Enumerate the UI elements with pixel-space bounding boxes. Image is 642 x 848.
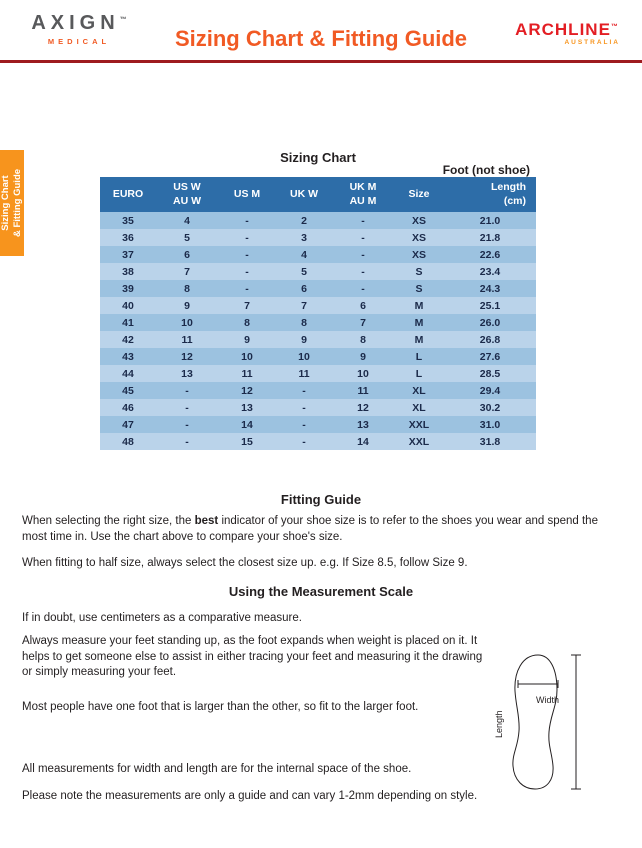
sizing-chart-title: Sizing Chart	[280, 150, 356, 165]
table-cell: -	[361, 231, 365, 244]
table-cell: 6	[184, 248, 190, 261]
sizing-chart-body	[100, 212, 536, 450]
table-cell: 8	[360, 333, 366, 346]
table-cell: 7	[244, 299, 250, 312]
table-cell: 12	[181, 350, 193, 363]
table-cell: 40	[122, 299, 134, 312]
table-cell: -	[302, 384, 306, 397]
archline-logo-name: ARCHLINE™	[515, 20, 619, 39]
table-cell: L	[415, 350, 423, 363]
table-cell: 8	[184, 282, 190, 295]
table-cell: 14	[357, 435, 369, 448]
table-cell: 44	[122, 367, 134, 380]
table-cell: 4	[184, 214, 190, 227]
table-cell: -	[245, 248, 249, 261]
table-cell: XS	[411, 248, 426, 261]
sizing-chart-head-row	[100, 177, 536, 212]
table-row	[100, 416, 536, 433]
table-row	[100, 433, 536, 450]
table-row	[100, 331, 536, 348]
table-cell: 31.8	[479, 435, 501, 448]
table-cell: 26.0	[479, 316, 501, 329]
table-row	[100, 297, 536, 314]
table-cell: 9	[184, 299, 190, 312]
table-cell: 9	[244, 333, 250, 346]
table-cell: 30.2	[479, 401, 501, 414]
table-cell: 14	[241, 418, 253, 431]
sizing-chart-section	[100, 150, 536, 450]
side-tab	[0, 150, 24, 256]
table-cell: XL	[412, 384, 426, 397]
side-tab-label	[0, 169, 24, 237]
table-cell: 13	[241, 401, 253, 414]
table-cell: 10	[241, 350, 253, 363]
table-cell: 39	[122, 282, 134, 295]
table-cell: XS	[411, 214, 426, 227]
axign-logo-name: AXIGN™	[31, 12, 127, 34]
table-cell: 7	[301, 299, 307, 312]
column-header: US W AU W	[156, 177, 218, 212]
table-cell: 2	[301, 214, 307, 227]
side-tab-line1: Sizing Chart	[0, 175, 12, 231]
table-cell: -	[245, 282, 249, 295]
table-cell: 25.1	[479, 299, 501, 312]
table-cell: 43	[122, 350, 134, 363]
foot-measurement-diagram	[492, 648, 596, 796]
table-cell: 4	[301, 248, 307, 261]
table-row	[100, 212, 536, 229]
table-cell: 36	[122, 231, 134, 244]
table-row	[100, 348, 536, 365]
table-cell: 31.0	[479, 418, 501, 431]
table-cell: -	[302, 401, 306, 414]
paragraph-bold-text: best	[194, 515, 219, 527]
table-cell: 11	[181, 333, 193, 346]
table-cell: 21.0	[479, 214, 501, 227]
table-cell: XXL	[408, 435, 430, 448]
fitting-guide-title: Fitting Guide	[280, 492, 362, 507]
header-divider	[0, 60, 642, 63]
table-cell: 27.6	[479, 350, 501, 363]
measurement-paragraph-2: Always measure your feet standing up, as the foot expands when weight is placed on it. It helps to get someone else to assist in either tracing your feet and measuring it the drawing or simply measuring your feet.	[22, 635, 483, 679]
table-cell: 26.8	[479, 333, 501, 346]
foot-not-shoe-label: Foot (not shoe)	[442, 163, 530, 177]
table-cell: 23.4	[479, 265, 501, 278]
table-cell: -	[185, 384, 189, 397]
table-cell: XS	[411, 231, 426, 244]
table-cell: -	[245, 265, 249, 278]
table-cell: 10	[181, 316, 193, 329]
column-header: UK M AU M	[332, 177, 394, 212]
table-cell: 46	[122, 401, 134, 414]
axign-logo-subtitle: MEDICAL	[47, 37, 111, 46]
column-header: EURO	[100, 177, 156, 212]
paragraph-text: When selecting the right size, the	[22, 515, 195, 527]
table-cell: 10	[298, 350, 310, 363]
table-cell: 12	[357, 401, 369, 414]
table-cell: 41	[122, 316, 134, 329]
table-row	[100, 263, 536, 280]
table-cell: M	[414, 316, 424, 329]
trademark-symbol: ™	[610, 23, 619, 31]
table-row	[100, 280, 536, 297]
paragraph-text: indicator of your shoe size is to refer to the shoes you wear and spend the most time in. Use the chart above to compare your shoe's size.	[22, 515, 598, 543]
measurement-paragraph-3: Most people have one foot that is larger than the other, so fit to the larger foot.	[22, 701, 419, 713]
table-cell: -	[185, 418, 189, 431]
table-cell: 12	[241, 384, 253, 397]
table-cell: 28.5	[479, 367, 501, 380]
table-cell: L	[415, 367, 423, 380]
column-header: UK W	[276, 177, 332, 212]
table-cell: 21.8	[479, 231, 501, 244]
archline-logo-subtitle: AUSTRALIA	[564, 39, 620, 46]
table-cell: 15	[241, 435, 253, 448]
table-cell: S	[415, 282, 423, 295]
fitting-guide-paragraph-2: When fitting to half size, always select the closest size up. e.g. If Size 8.5, follow Size 9.	[22, 557, 468, 569]
trademark-symbol: ™	[119, 16, 127, 24]
table-cell: XL	[412, 401, 426, 414]
table-cell: -	[361, 265, 365, 278]
table-cell: 3	[301, 231, 307, 244]
table-cell: -	[185, 435, 189, 448]
table-cell: 48	[122, 435, 134, 448]
fitting-guide-paragraph-1	[22, 514, 622, 545]
table-cell: 47	[122, 418, 134, 431]
table-cell: 10	[357, 367, 369, 380]
table-cell: -	[361, 214, 365, 227]
table-cell: -	[245, 214, 249, 227]
measurement-scale-title: Using the Measurement Scale	[228, 584, 414, 599]
table-cell: 45	[122, 384, 134, 397]
table-cell: 24.3	[479, 282, 501, 295]
page-title: Sizing Chart & Fitting Guide	[174, 26, 468, 51]
table-cell: 29.4	[479, 384, 501, 397]
side-tab-line2: & Fitting Guide	[12, 168, 23, 238]
table-cell: -	[302, 435, 306, 448]
table-cell: 7	[360, 316, 366, 329]
measurement-paragraph-4: All measurements for width and length are for the internal space of the shoe.	[22, 763, 412, 775]
table-cell: 22.6	[479, 248, 501, 261]
table-row	[100, 314, 536, 331]
table-cell: 13	[357, 418, 369, 431]
table-cell: 11	[241, 367, 253, 380]
sizing-chart-table	[100, 177, 536, 450]
table-row	[100, 365, 536, 382]
foot-outline-icon	[492, 648, 596, 796]
measurement-paragraph-5: Please note the measurements are only a guide and can vary 1-2mm depending on style.	[22, 790, 478, 802]
foot-outline-path	[513, 655, 560, 789]
table-row	[100, 229, 536, 246]
table-row	[100, 382, 536, 399]
table-cell: 11	[298, 367, 310, 380]
table-cell: -	[302, 418, 306, 431]
column-header: Size	[394, 177, 444, 212]
table-cell: M	[414, 299, 424, 312]
table-cell: 6	[301, 282, 307, 295]
table-cell: 37	[122, 248, 134, 261]
table-cell: 11	[357, 384, 369, 397]
archline-logo	[508, 20, 626, 46]
table-cell: S	[415, 265, 423, 278]
table-cell: 8	[244, 316, 250, 329]
table-cell: 6	[360, 299, 366, 312]
table-row	[100, 399, 536, 416]
table-cell: -	[245, 231, 249, 244]
table-cell: 5	[301, 265, 307, 278]
table-cell: 5	[184, 231, 190, 244]
table-cell: XXL	[408, 418, 430, 431]
table-row	[100, 246, 536, 263]
table-cell: -	[185, 401, 189, 414]
table-cell: 8	[301, 316, 307, 329]
table-cell: 9	[301, 333, 307, 346]
column-header: Length (cm)	[444, 177, 536, 212]
column-header: US M	[218, 177, 276, 212]
table-cell: 7	[184, 265, 190, 278]
table-cell: 42	[122, 333, 134, 346]
table-cell: 35	[122, 214, 134, 227]
width-label: Width	[536, 695, 560, 705]
table-cell: 9	[360, 350, 366, 363]
measurement-paragraph-1: If in doubt, use centimeters as a comparative measure.	[22, 612, 302, 624]
table-cell: -	[361, 282, 365, 295]
length-label: Length	[494, 710, 504, 738]
table-cell: M	[414, 333, 424, 346]
table-cell: 13	[181, 367, 193, 380]
table-cell: 38	[122, 265, 134, 278]
table-cell: -	[361, 248, 365, 261]
